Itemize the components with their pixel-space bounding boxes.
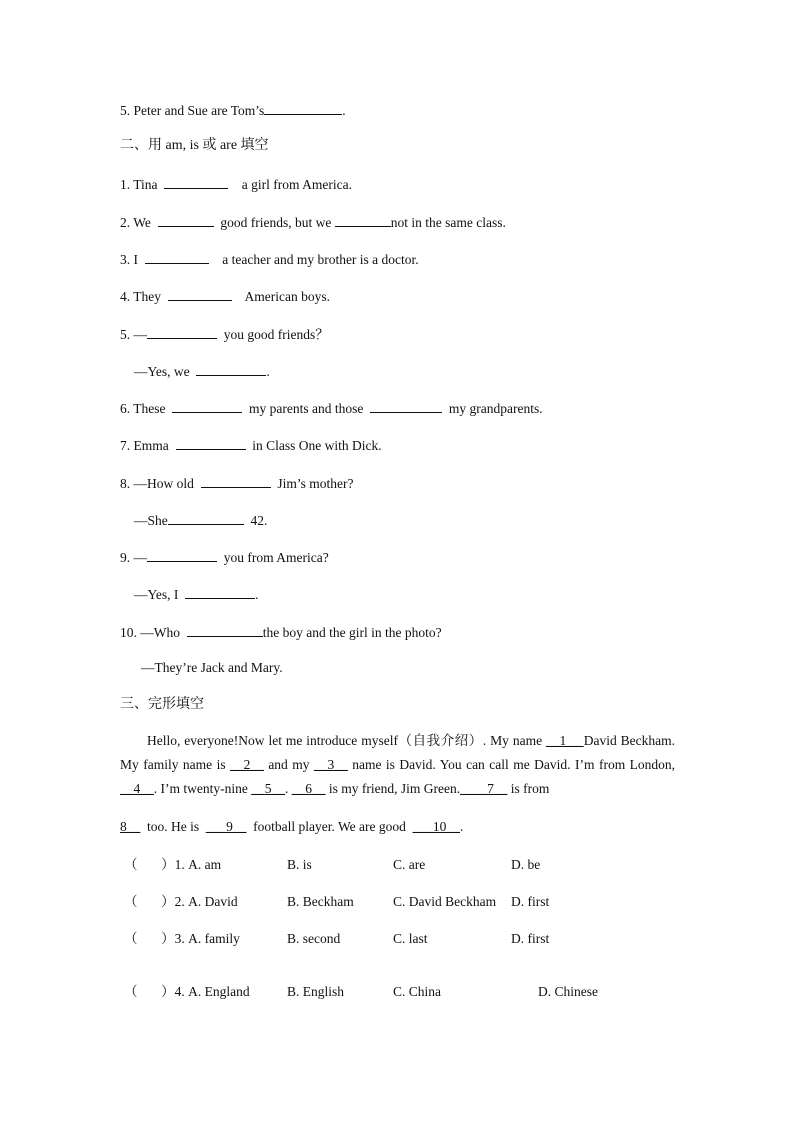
option-d[interactable]: D. Chinese (538, 984, 598, 999)
question-8-reply: —She 42. (134, 510, 267, 530)
question-7: 7. Emma in Class One with Dick. (120, 435, 382, 455)
option-d[interactable]: D. first (511, 931, 550, 946)
option-c[interactable]: C. China (393, 984, 442, 999)
answer-blank[interactable] (147, 324, 217, 339)
answer-blank[interactable] (196, 361, 266, 376)
answer-blank[interactable] (164, 174, 228, 189)
option-c[interactable]: C. David Beckham (393, 894, 497, 909)
answer-blank[interactable] (264, 100, 342, 115)
fill-item-5-top: 5. Peter and Sue are Tom’s . (120, 100, 346, 120)
cloze-blank-8[interactable]: 8__ (120, 819, 141, 834)
cloze-blank-10[interactable]: ___10__ (412, 819, 460, 834)
option-b[interactable]: B. Beckham (287, 894, 354, 909)
cloze-blank-9[interactable]: ___9__ (205, 819, 247, 834)
question-3: 3. I a teacher and my brother is a doctor. (120, 249, 419, 269)
option-question-4[interactable]: （ ）4. A. England (124, 984, 250, 999)
cloze-blank-6[interactable]: __6__ (291, 781, 326, 796)
section-title-3: 三、完形填空 (120, 697, 204, 712)
cloze-blank-4[interactable]: __4__ (120, 781, 154, 796)
question-1: 1. Tina a girl from America. (120, 174, 352, 194)
option-c[interactable]: C. last (393, 931, 428, 946)
question-8: 8. —How old Jim’s mother? (120, 473, 354, 493)
option-question-2[interactable]: （ ）2. A. David (124, 894, 238, 909)
section-title-2: 二、用 am, is 或 are 填空 (120, 138, 269, 153)
cloze-passage: Hello, everyone!Now let me introduce myself（自我介绍）. My name __1__ David Beckham. My family name is __2__ and my __3__ name is David. You can call me David. I’m from London, __4__. I’m twenty-nine __5__. __6__ is my friend, Jim Green.____7__ is from (120, 733, 676, 796)
answer-blank[interactable] (187, 622, 263, 637)
cloze-blank-2[interactable]: __2__ (230, 757, 264, 772)
answer-blank[interactable] (370, 398, 442, 413)
question-4: 4. They American boys. (120, 286, 330, 306)
answer-blank[interactable] (172, 398, 242, 413)
option-d[interactable]: D. be (511, 857, 541, 872)
answer-blank[interactable] (176, 435, 246, 450)
question-5: 5. — you good friends？ (120, 324, 329, 344)
question-10: 10. —Who the boy and the girl in the photo? (120, 622, 442, 642)
answer-blank[interactable] (158, 212, 214, 227)
question-2: 2. We good friends, but we not in the same class. (120, 212, 506, 232)
cloze-blank-1[interactable]: __1__ (546, 733, 584, 748)
question-9: 9. — you from America? (120, 547, 329, 567)
option-d[interactable]: D. first (511, 894, 550, 909)
answer-blank[interactable] (185, 584, 255, 599)
option-b[interactable]: B. is (287, 857, 312, 872)
answer-blank[interactable] (145, 249, 209, 264)
answer-blank[interactable] (201, 473, 271, 488)
question-9-reply: —Yes, I . (134, 584, 259, 604)
option-c[interactable]: C. are (393, 857, 426, 872)
cloze-blank-7[interactable]: ____7__ (460, 781, 508, 796)
cloze-passage-end: 8__ too. He is ___9__ football player. We are good ___10__. (120, 819, 464, 834)
answer-blank[interactable] (147, 547, 217, 562)
option-question-3[interactable]: （ ）3. A. family (124, 931, 240, 946)
answer-blank[interactable] (335, 212, 391, 227)
question-6: 6. These my parents and those my grandparents. (120, 398, 543, 418)
question-5-reply: —Yes, we . (134, 361, 270, 381)
option-b[interactable]: B. second (287, 931, 341, 946)
cloze-blank-3[interactable]: __3__ (314, 757, 348, 772)
question-10-reply: —They’re Jack and Mary. (141, 660, 283, 675)
answer-blank[interactable] (168, 286, 232, 301)
answer-blank[interactable] (168, 510, 244, 525)
option-b[interactable]: B. English (287, 984, 345, 999)
cloze-blank-5[interactable]: __5__ (251, 781, 285, 796)
option-question-1[interactable]: （ ）1. A. am (124, 857, 222, 872)
